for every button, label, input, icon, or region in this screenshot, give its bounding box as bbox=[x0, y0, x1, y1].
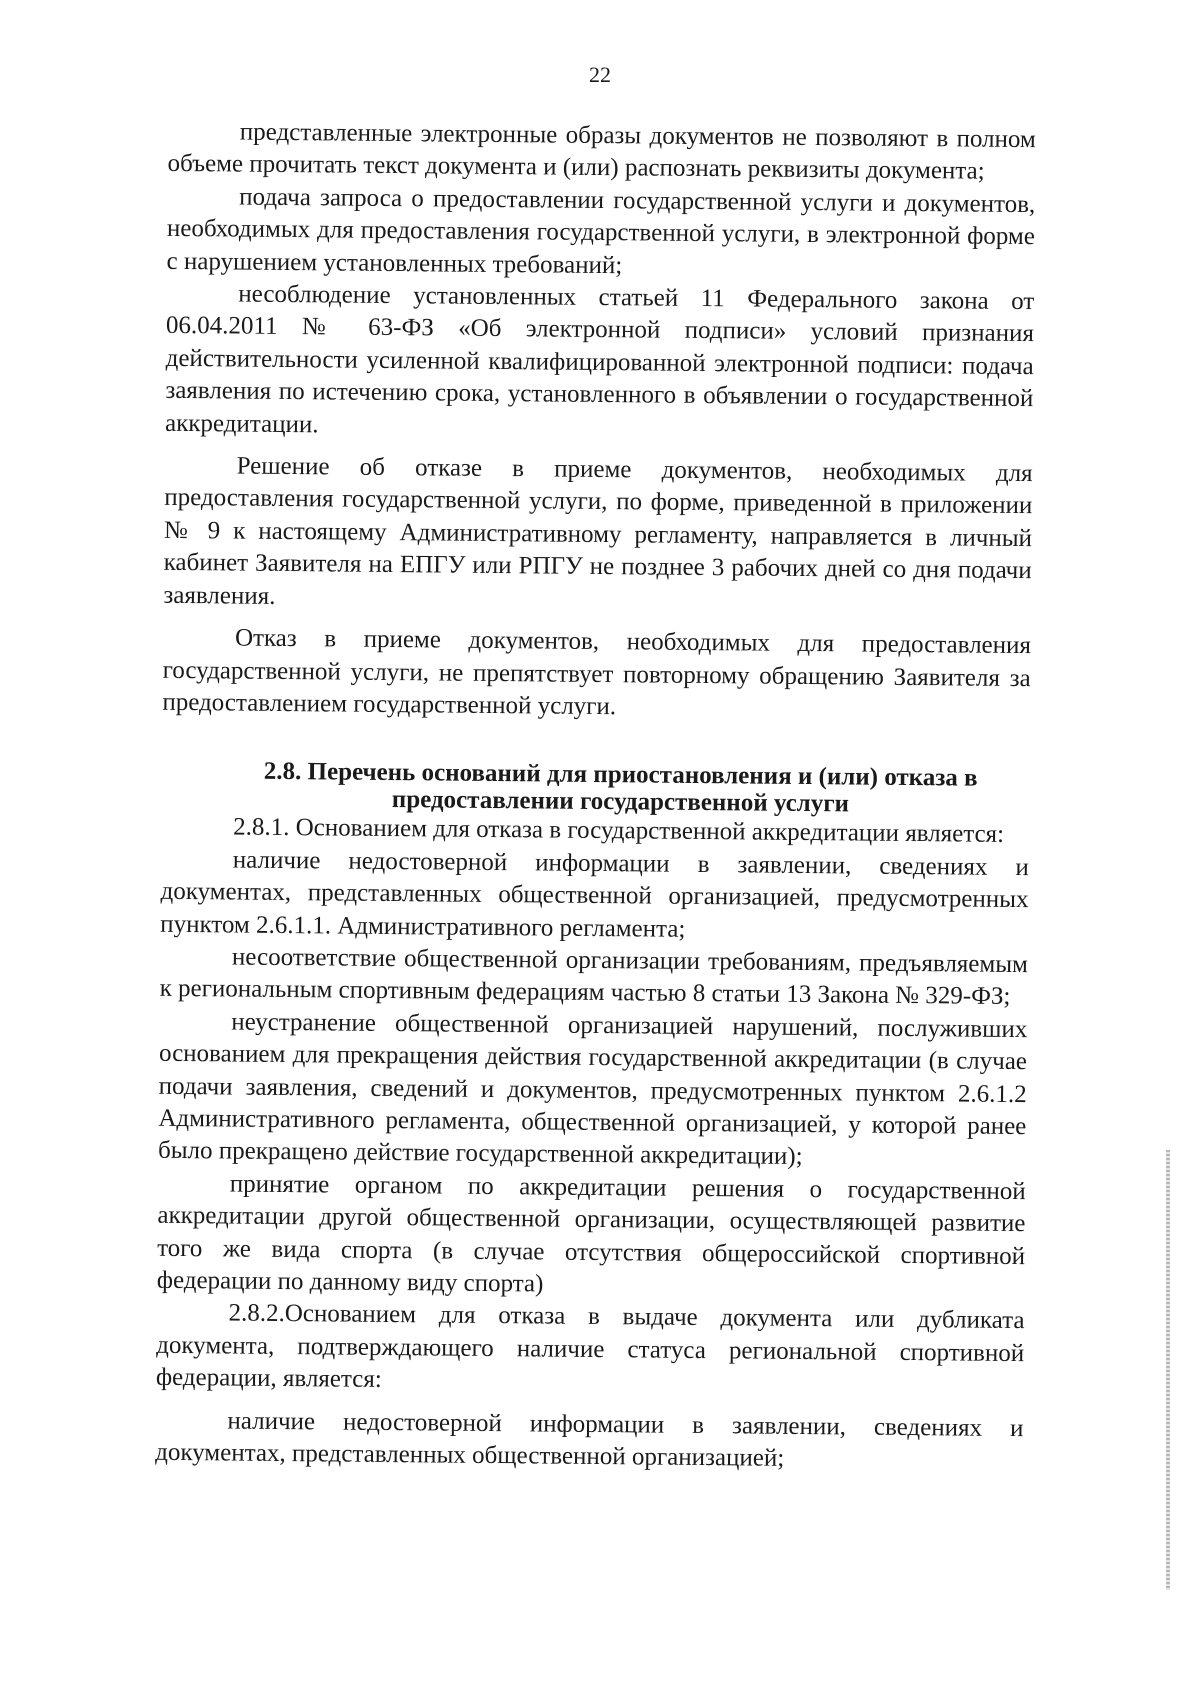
paragraph: подача запроса о предоставлении государственной услуги и документов, необходимых для предоставления государственной услуги, в электронной форме с нарушением установленных требований; bbox=[166, 183, 1036, 279]
document-body bbox=[155, 116, 1036, 1478]
paragraph: представленные электронные образы документов не позволяют в полном объеме прочитать текст документа и (или) распознать реквизиты документа; bbox=[167, 118, 1036, 186]
page-number: 22 bbox=[589, 62, 611, 87]
paragraph: 2.8.1. Основанием для отказа в государственной аккредитации является: bbox=[233, 813, 1005, 849]
paragraph: 2.8.2.Основанием для отказа в выдаче документа или дубликата документа, подтверждающего наличие статуса региональной спортивной федерации, является: bbox=[155, 1299, 1025, 1394]
paragraph: Отказ в приеме документов, необходимых для предоставления государственной услуги, не препятствует повторному обращению Заявителя за предоставлением государственной услуги. bbox=[162, 624, 1032, 721]
section-heading: 2.8. Перечень оснований для приостановления и (или) отказа в предоставлении государственной услуги bbox=[263, 758, 978, 818]
paragraph: наличие недостоверной информации в заявлении, сведениях и документах, представленных общественной организацией, предусмотренных пунктом 2.6.1.1. Административного регламента; bbox=[160, 846, 1029, 943]
paragraph: наличие недостоверной информации в заявлении, сведениях и документах, представленных общественной организацией; bbox=[155, 1407, 1024, 1472]
paragraph: принятие органом по аккредитации решения о государственной аккредитации другой общественной организации, осуществляющей развитие того же вида спорта (в случае отсутствия общероссийской спортивной федерации по данному виду спорта) bbox=[156, 1170, 1026, 1298]
paragraph: несоответствие общественной организации требованиям, предъявляемым к региональным спортивным федерациям частью 8 статьи 13 Закона № 329-ФЗ; bbox=[159, 943, 1029, 1011]
paragraph: неустранение общественной организацией нарушений, послуживших основанием для прекращения действия государственной аккредитации (в случае подачи заявления, сведений и документов, предусмотренных пунктом 2.6.1.2 Административного регламента, общественной организацией, у которой ранее было прекращено действие государственной аккредитации); bbox=[157, 1008, 1028, 1171]
paragraph: Решение об отказе в приеме документов, необходимых для предоставления государственной услуги, по форме, приведенной в приложении № 9 к настоящему Административному регламенту, направляется в личный кабинет Заявителя на ЕПГУ или РПГУ не позднее 3 рабочих дней со дня подачи заявления. bbox=[163, 452, 1033, 610]
paragraph: несоблюдение установленных статьей 11 Федерального закона от 06.04.2011 № 63-ФЗ «Об электронной подписи» условий признания действительности усиленной квалифицированной электронной подписи: подача заявления по истечению срока, установленного в объявлении о государственной аккредитации. bbox=[164, 280, 1035, 438]
scan-binding-edge bbox=[1166, 1150, 1170, 1590]
